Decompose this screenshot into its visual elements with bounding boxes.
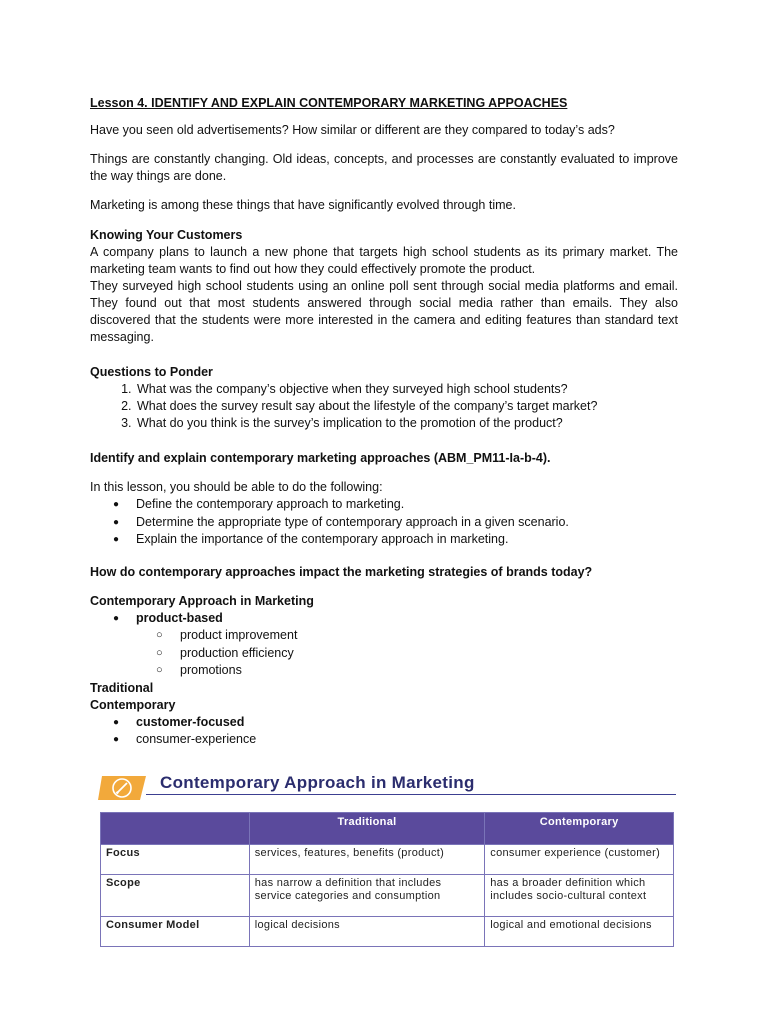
consumer-experience-item: ● consumer-experience xyxy=(120,731,678,749)
objectives-list xyxy=(90,496,678,549)
intro-paragraph: Marketing is among these things that have significantly evolved through time. xyxy=(90,198,516,212)
contemporary-cell: consumer experience (customer) xyxy=(485,845,674,875)
product-sub-item: ○ promotions xyxy=(164,662,678,680)
objective-item: ● Define the contemporary approach to marketing. xyxy=(120,496,678,514)
lesson-page xyxy=(90,95,678,749)
intro-paragraph: Things are constantly changing. Old ideas, concepts, and processes are constantly evaluated to improve the way things are done. xyxy=(90,152,678,183)
figure-banner xyxy=(96,770,676,804)
knowing-paragraph: A company plans to launch a new phone that targets high school students as its primary market. The marketing team wants to find out how they could effectively promote the product. xyxy=(90,245,678,276)
contemporary-label: Contemporary xyxy=(90,697,176,712)
knowing-paragraph: They surveyed high school students using an online poll sent through social media platforms and email. They found out that most students answered through social media rather than emails. They also discovered that the students were more interested in the camera and editing features than standard text messaging. xyxy=(90,279,678,344)
product-sub-list xyxy=(136,627,678,680)
pencil-badge-icon xyxy=(98,774,148,802)
contemporary-cell: has a broader definition which includes socio-cultural context xyxy=(485,875,674,917)
questions-list xyxy=(90,381,678,432)
knowing-heading: Knowing Your Customers xyxy=(90,228,243,242)
figure-title: Contemporary Approach in Marketing xyxy=(160,773,475,792)
traditional-label: Traditional xyxy=(90,680,154,695)
product-based-label: product-based xyxy=(136,610,223,625)
table-header-row xyxy=(101,813,674,845)
question-item: 3. What do you think is the survey’s implication to the promotion of the product? xyxy=(135,415,678,432)
table-row xyxy=(101,845,674,875)
row-label: Consumer Model xyxy=(101,917,250,947)
table-header-cell: Traditional xyxy=(249,813,485,845)
table-row xyxy=(101,917,674,947)
question-item: 2. What does the survey result say about the lifestyle of the company’s target market? xyxy=(135,398,678,415)
table-header-cell xyxy=(101,813,250,845)
comparison-table xyxy=(100,812,674,947)
approach-figure xyxy=(96,770,676,950)
lesson-title: Lesson 4. IDENTIFY AND EXPLAIN CONTEMPORARY MARKETING APPOACHES xyxy=(90,96,568,110)
lesson-intro: In this lesson, you should be able to do the following: xyxy=(90,480,383,494)
figure-divider xyxy=(146,794,676,795)
intro-paragraph: Have you seen old advertisements? How similar or different are they compared to today’s ads? xyxy=(90,123,615,137)
product-sub-item: ○ production efficiency xyxy=(164,645,678,663)
traditional-cell: has narrow a definition that includes service categories and consumption xyxy=(249,875,485,917)
approach-list xyxy=(90,610,678,680)
product-sub-item: ○ product improvement xyxy=(164,627,678,645)
questions-heading: Questions to Ponder xyxy=(90,365,213,379)
objective-item: ● Determine the appropriate type of contemporary approach in a given scenario. xyxy=(120,514,678,532)
contemporary-list xyxy=(90,714,678,749)
objective-item: ● Explain the importance of the contemporary approach in marketing. xyxy=(120,531,678,549)
customer-focused-item: ● customer-focused xyxy=(120,714,678,732)
row-label: Focus xyxy=(101,845,250,875)
table-header-cell: Contemporary xyxy=(485,813,674,845)
product-based-item xyxy=(120,610,678,680)
traditional-cell: logical decisions xyxy=(249,917,485,947)
traditional-cell: services, features, benefits (product) xyxy=(249,845,485,875)
contemporary-cell: logical and emotional decisions xyxy=(485,917,674,947)
table-row xyxy=(101,875,674,917)
row-label: Scope xyxy=(101,875,250,917)
approach-heading: Contemporary Approach in Marketing xyxy=(90,593,314,608)
objective-heading: Identify and explain contemporary marketing approaches (ABM_PM11-Ia-b-4). xyxy=(90,451,551,465)
question-item: 1. What was the company’s objective when they surveyed high school students? xyxy=(135,381,678,398)
impact-question: How do contemporary approaches impact the marketing strategies of brands today? xyxy=(90,564,593,579)
